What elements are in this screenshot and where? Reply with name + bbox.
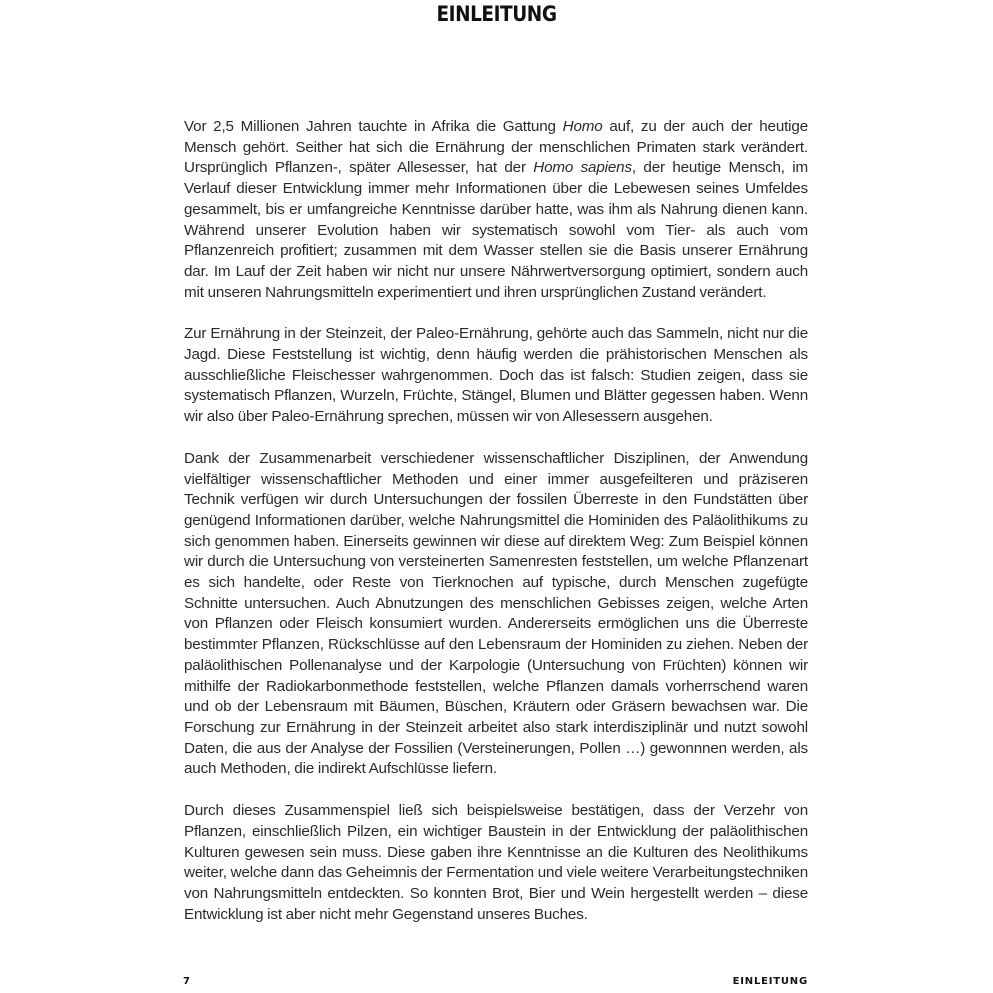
paragraph-1-text-a: Vor 2,5 Millionen Jahren tauchte in Afrika die Gattung <box>184 118 563 135</box>
chapter-title: EINLEITUNG <box>436 2 557 26</box>
paragraph-2: Zur Ernährung in der Steinzeit, der Paleo-Ernährung, gehörte auch das Sammeln, nicht nur die Jagd. Diese Feststellung ist wichtig, denn häufig werden die prähistorischen Menschen als ausschließliche Fleischesser wahrgenommen. Doch das ist falsch: Studien zeigen, dass sie systematisch Pflanzen, Wurzeln, Früchte, Stängel, Blumen und Blätter gegessen haben. Wenn wir also über Paleo-Ernährung sprechen, müssen wir von Allesessern ausgehen. <box>184 325 808 426</box>
paragraph-4: Durch dieses Zusammenspiel ließ sich beispielsweise bestätigen, dass der Verzehr von Pflanzen, einschließlich Pilzen, ein wichtiger Baustein in der Entwicklung der paläolithischen Kulturen gewesen sein muss. Diese gaben ihre Kenntnisse an die Kulturen des Neolithikums weiter, welche dann das Geheimnis der Fermentation und viele weitere Verarbeitungstechniken von Nahrungsmitteln entdeckten. So konnten Brot, Bier und Wein hergestellt werden – diese Entwicklung ist aber nicht mehr Gegenstand unseres Buches. <box>184 802 808 923</box>
paragraph-1-text-b: auf, zu der auch der heutige Mensch gehört. Seither hat sich die Ernährung der menschlichen Primaten stark verändert. Ursprünglich Pflanzen-, später Allesesser, hat der <box>184 118 808 177</box>
paragraph-1-italic-homo-sapiens: Homo sapiens <box>533 159 632 177</box>
paragraph-1-text-c: , der heutige Mensch, im Verlauf dieser Entwicklung immer mehr Informationen über die Lebewesen seines Umfeldes gesammelt, bis er umfangreiche Kenntnisse darüber hatte, was ihm als Nahrung dienen kann. Während unserer Evolution haben wir systematisch sowohl vom Tier- als auch vom Pflanzenreich profitiert; zusammen mit dem Wasser stellen sie die Basis unserer Ernährung dar. Im Lauf der Zeit haben wir nicht nur unsere Nährwertversorgung optimiert, sondern auch mit unseren Nahrungsmitteln experimentiert und ihren ursprünglichen Zustand verändert. <box>184 159 809 301</box>
paragraph-1-italic-homo: Homo <box>562 118 603 135</box>
running-title: EINLEITUNG <box>732 976 808 987</box>
paragraph-1 <box>184 117 808 303</box>
body-text <box>184 117 808 945</box>
page-number: 7 <box>183 976 190 987</box>
paragraph-3: Dank der Zusammenarbeit verschiedener wissenschaftlicher Disziplinen, der Anwendung vielfältiger wissenschaftlicher Methoden und einer immer ausgefeilteren und präziseren Technik verfügen wir durch Untersuchungen der fossilen Überreste in den Fundstätten über genügend Informationen darüber, welche Nahrungsmittel die Hominiden des Paläolithikums zu sich genommen haben. Einerseits gewinnen wir diese auf direktem Weg: Zum Beispiel können wir durch die Untersuchung von versteinerten Samenresten feststellen, um welche Pflanzenart es sich handelte, oder Reste von Tierknochen auf typische, durch Menschen zugefügte Schnitte untersuchen. Auch Abnutzungen des menschlichen Gebisses zeigen, welche Arten von Pflanzen oder Fleisch konsumiert wurden. Andererseits ermöglichen uns die Überreste bestimmter Pflanzen, Rückschlüsse auf den Lebensraum der Hominiden zu ziehen. Neben der paläolithischen Pollenanalyse und der Karpologie (Untersuchung von Früchten) können wir mithilfe der Radiokarbonmethode feststellen, welche Pflanzen damals vorherrschend waren und ob der Lebensraum mit Bäumen, Büschen, Kräutern oder Gräsern bewachsen war. Die Forschung zur Ernährung in der Steinzeit arbeitet also stark interdisziplinär und nutzt sowohl Daten, die aus der Analyse der Fossilien (Versteinerungen, Pollen …) gewonnnen werden, als auch Methoden, die indirekt Aufschlüsse liefern. <box>184 449 808 778</box>
